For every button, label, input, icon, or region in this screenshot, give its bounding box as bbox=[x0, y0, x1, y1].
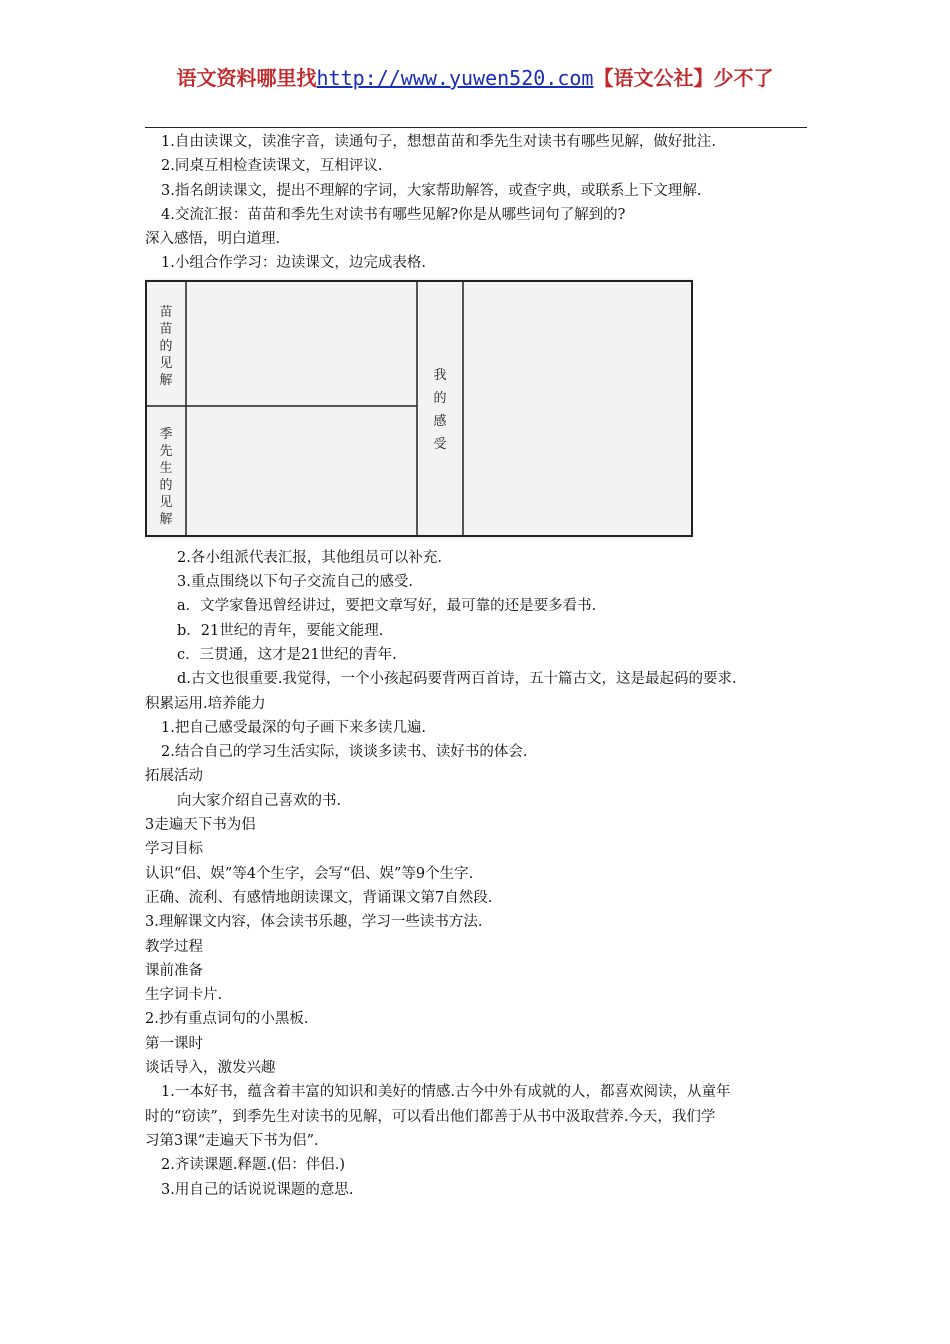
text-line: 教学过程 bbox=[145, 938, 203, 955]
section-end bbox=[145, 1153, 825, 1202]
text-line: 正确、流利、有感情地朗读课文，背诵课文第7自然段. bbox=[145, 889, 493, 906]
section-after-table bbox=[145, 546, 825, 1081]
text-line: 向大家介绍自己喜欢的书. bbox=[177, 792, 342, 809]
text-line: d.古文也很重要.我觉得，一个小孩起码要背两百首诗，五十篇古文，这是最起码的要求. bbox=[177, 671, 737, 688]
header-divider bbox=[145, 127, 807, 128]
text-line: 2.齐读课题.释题.(侣：伴侣.) bbox=[161, 1157, 345, 1174]
text-line: 2.同桌互相检查读课文，互相评议. bbox=[161, 158, 383, 175]
worksheet-table bbox=[145, 278, 693, 540]
page-header bbox=[0, 62, 950, 91]
text-line: 3走遍天下书为侣 bbox=[145, 817, 256, 834]
text-line: 2.抄有重点词句的小黑板. bbox=[145, 1011, 309, 1028]
table-grid bbox=[145, 278, 693, 540]
text-line: 1.把自己感受最深的句子画下来多读几遍. bbox=[161, 719, 426, 736]
section-before-table bbox=[145, 130, 825, 276]
header-link[interactable]: http://www.yuwen520.com bbox=[316, 66, 594, 90]
text-line: 1.自由读课文，读准字音，读通句子，想想苗苗和季先生对读书有哪些见解，做好批注. bbox=[161, 134, 716, 150]
label-feeling: 我的感受 bbox=[433, 367, 447, 452]
text-line: 2.结合自己的学习生活实际，谈谈多读书、读好书的体会. bbox=[161, 744, 528, 761]
text-line: 3.指名朗读课文，提出不理解的字词，大家帮助解答，或查字典，或联系上下文理解. bbox=[161, 182, 702, 199]
text-line: 4.交流汇报：苗苗和季先生对读书有哪些见解?你是从哪些词句了解到的? bbox=[161, 206, 626, 223]
paragraph-line: 时的“窃读”，到季先生对读书的见解，可以看出他们都善于从书中汲取营养.今天，我们学 bbox=[145, 1108, 716, 1125]
document-body bbox=[145, 130, 825, 1202]
text-line: a．文学家鲁迅曾经讲过，要把文章写好，最可靠的还是要多看书. bbox=[177, 598, 597, 615]
text-line: 课前准备 bbox=[145, 962, 203, 979]
text-line: 认识“侣、娱”等4个生字，会写“侣、娱”等9个生字. bbox=[145, 865, 474, 882]
text-line: 拓展活动 bbox=[145, 768, 203, 785]
text-line: 生字词卡片. bbox=[145, 987, 223, 1004]
label-jixiansheng: 季先生的见解 bbox=[159, 426, 173, 527]
text-line: 深入感悟，明白道理. bbox=[145, 231, 281, 248]
header-suffix: 【语文公社】少不了 bbox=[593, 66, 774, 90]
text-line: 1.小组合作学习：边读课文，边完成表格. bbox=[161, 255, 426, 272]
text-line: c．三贯通，这才是21世纪的青年. bbox=[177, 646, 397, 663]
text-line: 3.用自己的话说说课题的意思. bbox=[161, 1181, 354, 1198]
intro-paragraph bbox=[145, 1080, 825, 1153]
text-line: 2.各小组派代表汇报，其他组员可以补充. bbox=[177, 549, 442, 566]
text-line: 3.理解课文内容，体会读书乐趣，学习一些读书方法. bbox=[145, 914, 483, 931]
text-line: 3.重点围绕以下句子交流自己的感受. bbox=[177, 574, 413, 591]
label-miaomiao: 苗苗的见解 bbox=[159, 304, 173, 388]
paragraph-line: 1.一本好书，蕴含着丰富的知识和美好的情感.古今中外有成就的人，都喜欢阅读，从童年 bbox=[161, 1084, 731, 1101]
text-line: b．21世纪的青年，要能文能理. bbox=[177, 622, 384, 639]
text-line: 积累运用.培养能力 bbox=[145, 695, 266, 712]
text-line: 谈话导入，激发兴趣 bbox=[145, 1060, 276, 1077]
paragraph-line: 习第3课“走遍天下书为侣”. bbox=[145, 1132, 319, 1149]
header-prefix: 语文资料哪里找 bbox=[176, 66, 317, 90]
text-line: 学习目标 bbox=[145, 841, 203, 858]
text-line: 第一课时 bbox=[145, 1035, 203, 1052]
